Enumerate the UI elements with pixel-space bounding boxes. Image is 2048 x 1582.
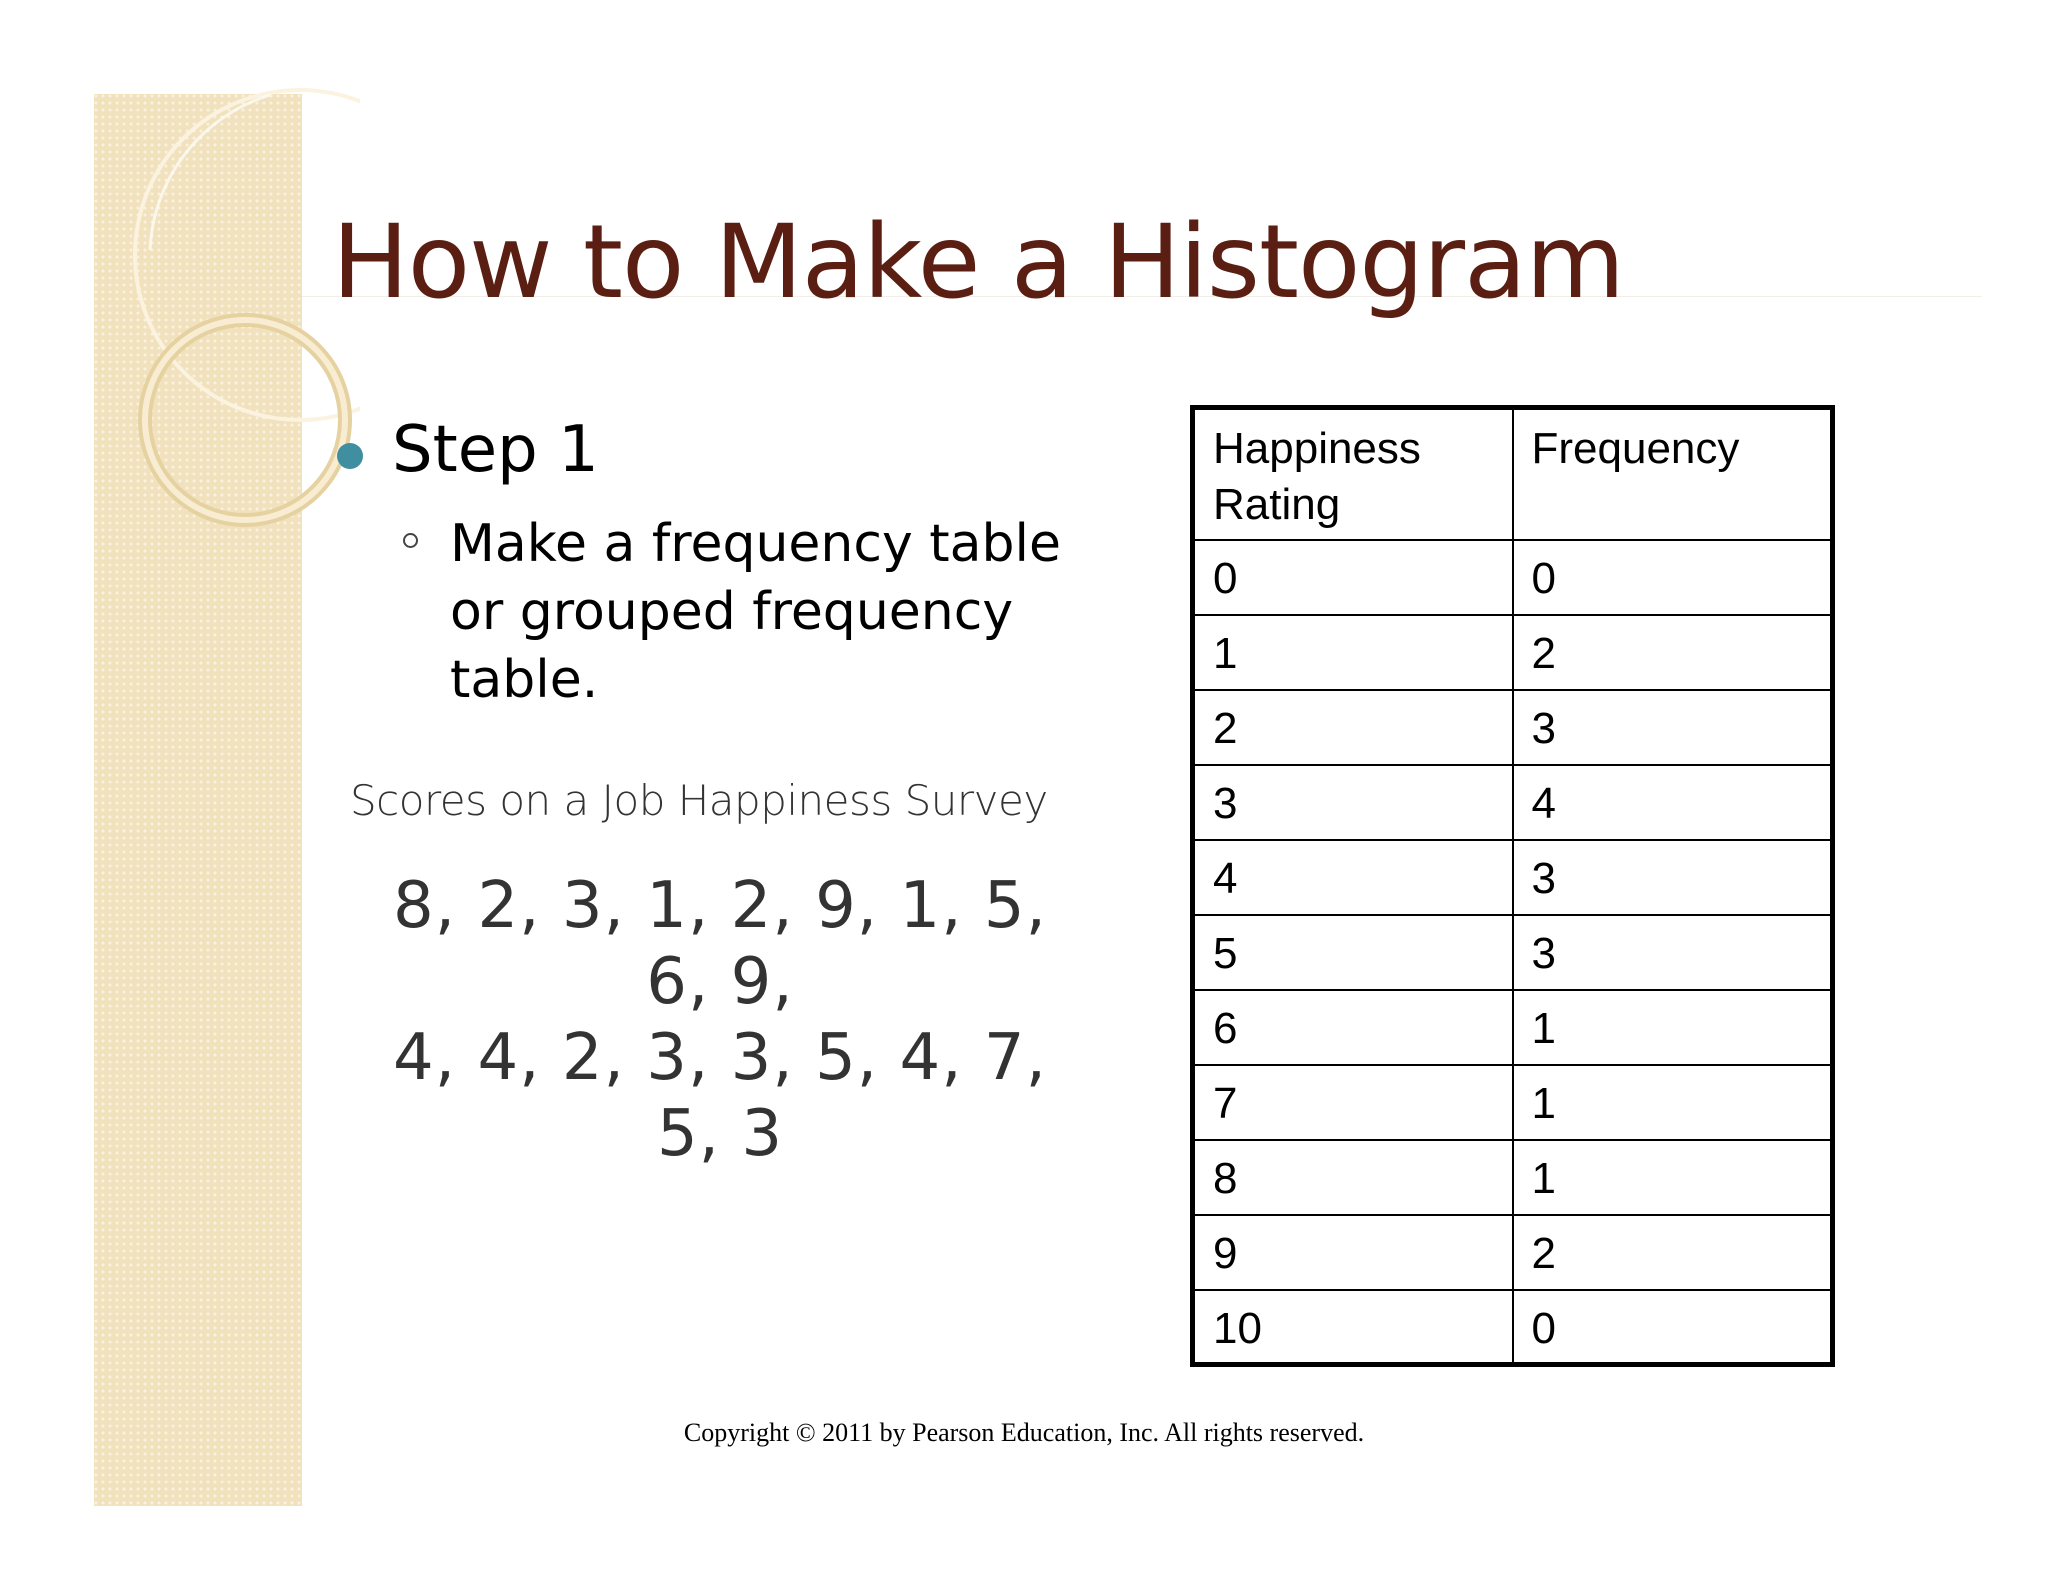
frequency-cell: 2 [1513, 615, 1833, 690]
decorative-side-band [94, 94, 302, 1506]
sub-bullet-text: Make a frequency table or grouped frequency table. [450, 514, 1061, 710]
bullet-step: Step 1 [392, 413, 599, 487]
scores-caption: Scores on a Job Happiness Survey [350, 776, 1048, 825]
rating-cell: 4 [1193, 840, 1513, 915]
frequency-table [1190, 405, 1835, 1367]
rating-cell: 5 [1193, 915, 1513, 990]
frequency-cell: 4 [1513, 765, 1833, 840]
table-row [1193, 765, 1833, 840]
table-row [1193, 990, 1833, 1065]
rating-cell: 0 [1193, 540, 1513, 615]
scores-line-2: 4, 4, 2, 3, 3, 5, 4, 7, 5, 3 [393, 1021, 1047, 1171]
frequency-cell: 1 [1513, 990, 1833, 1065]
sub-bullet-circle-icon [403, 533, 418, 548]
bullet-dot-icon [337, 443, 363, 469]
rating-cell: 7 [1193, 1065, 1513, 1140]
table-row [1193, 1290, 1833, 1365]
rating-cell: 6 [1193, 990, 1513, 1065]
rating-cell: 9 [1193, 1215, 1513, 1290]
header-frequency: Frequency [1513, 408, 1833, 540]
frequency-cell: 1 [1513, 1065, 1833, 1140]
frequency-cell: 0 [1513, 540, 1833, 615]
table-row [1193, 540, 1833, 615]
table-row [1193, 1065, 1833, 1140]
frequency-cell: 3 [1513, 915, 1833, 990]
frequency-cell: 3 [1513, 840, 1833, 915]
table-row [1193, 840, 1833, 915]
table-row [1193, 1215, 1833, 1290]
table-row [1193, 1140, 1833, 1215]
frequency-cell: 3 [1513, 690, 1833, 765]
table-row [1193, 615, 1833, 690]
header-happiness-rating: Happiness Rating [1193, 408, 1513, 540]
rating-cell: 1 [1193, 615, 1513, 690]
rating-cell: 10 [1193, 1290, 1513, 1365]
scores-list [360, 868, 1080, 1172]
frequency-cell: 0 [1513, 1290, 1833, 1365]
table-row [1193, 915, 1833, 990]
frequency-cell: 1 [1513, 1140, 1833, 1215]
slide-title: How to Make a Histogram [332, 203, 1624, 322]
rating-cell: 8 [1193, 1140, 1513, 1215]
frequency-cell: 2 [1513, 1215, 1833, 1290]
rating-cell: 2 [1193, 690, 1513, 765]
rating-cell: 3 [1193, 765, 1513, 840]
table-row [1193, 690, 1833, 765]
table-header-row [1193, 408, 1833, 540]
copyright-notice: Copyright © 2011 by Pearson Education, Inc. All rights reserved. [683, 1418, 1365, 1447]
scores-line-1: 8, 2, 3, 1, 2, 9, 1, 5, 6, 9, [393, 869, 1047, 1019]
